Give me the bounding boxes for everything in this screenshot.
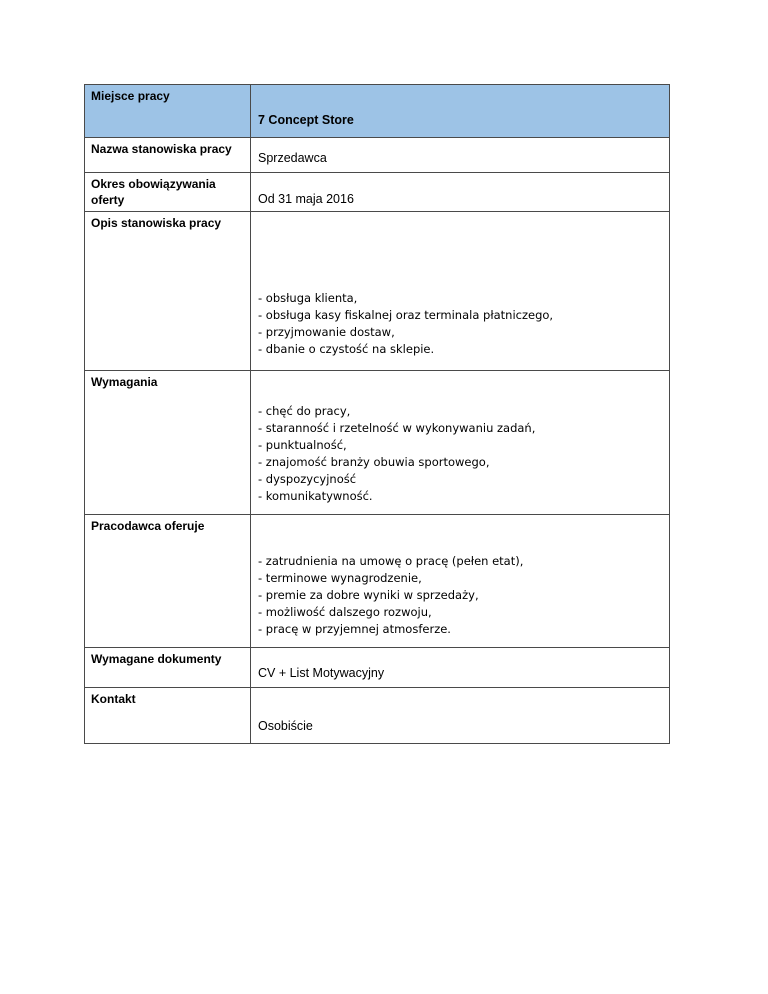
- row-documents: [85, 648, 670, 688]
- label-position: Nazwa stanowiska pracy: [91, 142, 232, 156]
- value-documents: CV + List Motywacyjny: [258, 666, 385, 680]
- list-item: - staranność i rzetelność w wykonywaniu zadań,: [258, 421, 536, 435]
- label-contact: Kontakt: [91, 692, 136, 706]
- label-documents: Wymagane dokumenty: [91, 652, 222, 666]
- list-item: - terminowe wynagrodzenie,: [258, 571, 422, 585]
- row-offers: [85, 515, 670, 648]
- offers-list: [251, 515, 669, 638]
- value-validity: Od 31 maja 2016: [258, 192, 354, 206]
- label-description: Opis stanowiska pracy: [91, 216, 222, 230]
- description-list: [251, 212, 669, 358]
- list-item: - możliwość dalszego rozwoju,: [258, 605, 432, 619]
- label-location: Miejsce pracy: [91, 89, 170, 103]
- row-validity: [85, 173, 670, 212]
- value-position: Sprzedawca: [258, 151, 327, 165]
- list-item: - obsługa klienta,: [258, 291, 358, 305]
- row-position: [85, 138, 670, 173]
- row-location: [85, 85, 670, 138]
- job-offer-table: [84, 84, 670, 744]
- list-item: - premie za dobre wyniki w sprzedaży,: [258, 588, 479, 602]
- list-item: - dyspozycyjność: [258, 472, 357, 486]
- list-item: - pracę w przyjemnej atmosferze.: [258, 622, 451, 636]
- list-item: - zatrudnienia na umowę o pracę (pełen etat),: [258, 554, 524, 568]
- list-item: - znajomość branży obuwia sportowego,: [258, 455, 490, 469]
- label-validity: Okres obowiązywania oferty: [91, 177, 216, 207]
- row-description: [85, 212, 670, 371]
- label-offers: Pracodawca oferuje: [91, 519, 205, 533]
- list-item: - chęć do pracy,: [258, 404, 351, 418]
- row-requirements: [85, 371, 670, 515]
- list-item: - dbanie o czystość na sklepie.: [258, 342, 435, 356]
- row-contact: [85, 688, 670, 744]
- requirements-list: [251, 371, 669, 505]
- list-item: - przyjmowanie dostaw,: [258, 325, 395, 339]
- value-contact: Osobiście: [258, 719, 313, 733]
- list-item: - punktualność,: [258, 438, 347, 452]
- list-item: - komunikatywność.: [258, 489, 373, 503]
- label-requirements: Wymagania: [91, 375, 158, 389]
- list-item: - obsługa kasy fiskalnej oraz terminala płatniczego,: [258, 308, 554, 322]
- value-location: 7 Concept Store: [258, 113, 354, 127]
